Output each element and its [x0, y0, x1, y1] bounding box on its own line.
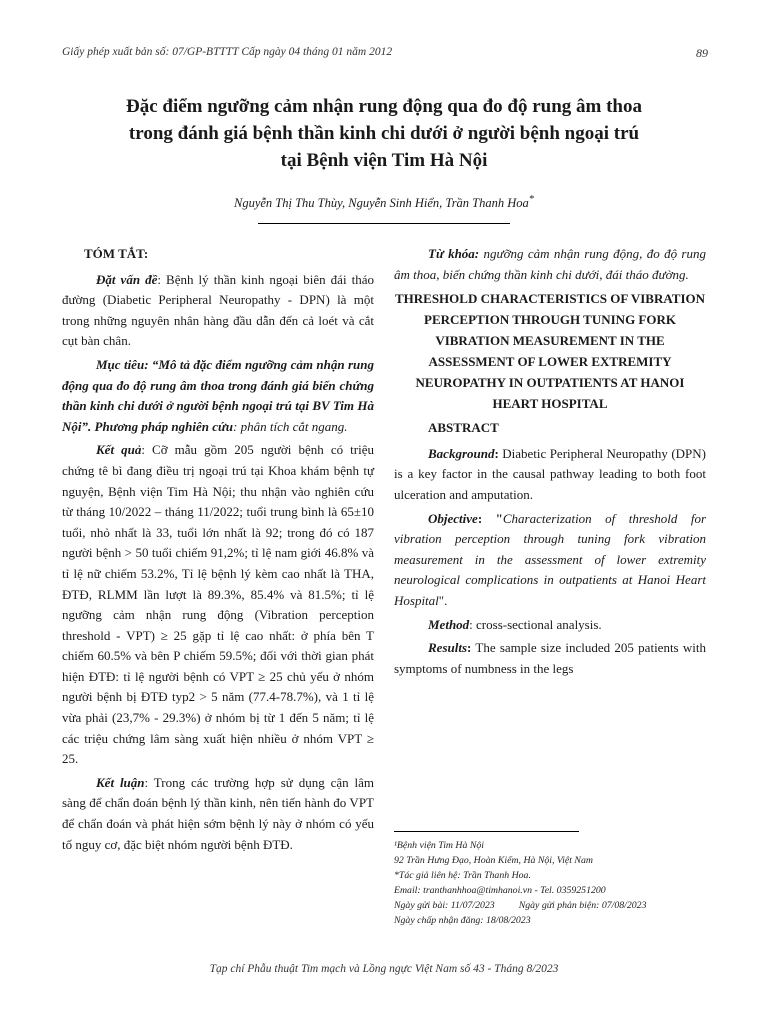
page-number: 89 [696, 46, 708, 60]
en-method-label: Method [428, 616, 470, 632]
received-date: Ngày gửi bài: 11/07/2023 [394, 900, 495, 911]
en-objective-paragraph [394, 509, 706, 612]
footnote-dates [394, 898, 714, 913]
author-list [40, 194, 728, 211]
accepted-date: Ngày chấp nhận đăng: 18/08/2023 [394, 915, 531, 926]
conclusion-label: Kết luận [96, 774, 145, 790]
en-objective-end: ". [438, 592, 448, 608]
left-column [62, 244, 374, 858]
conclusion-text: : Trong các trường hợp sử dụng cận lâm sàng để chẩn đoán bệnh lý thần kinh, nên tiến hành đo VPT để chẩn đoán và phát hiện sớm bệnh lý này ở nhóm có yếu tố nguy cơ, đặc biệt nhóm người bệnh ĐTĐ. [62, 774, 375, 852]
en-method-paragraph [394, 615, 706, 636]
background-text: : Bệnh lý thần kinh ngoại biên đái tháo đường (Diabetic Peripheral Neuropathy - DPN) là một trong những nguyên nhân hàng đầu dẫn đến cả loét và cắt cụt bàn chân. [62, 271, 375, 349]
journal-footer: Tạp chí Phẫu thuật Tim mạch và Lồng ngực Việt Nam số 43 - Tháng 8/2023 [209, 963, 559, 975]
footnote-divider [394, 831, 579, 832]
en-results-colon: : [467, 640, 472, 656]
en-abstract-heading: ABSTRACT [428, 420, 499, 436]
footnote-corresponding: *Tác giả liên hệ: Trần Thanh Hoa. [394, 870, 531, 881]
results-text: : Cỡ mẫu gồm 205 người bệnh có triệu chứng tê bì đang điều trị ngoại trú tại Khoa khám bệnh tự nguyện, Bệnh viện Tim Hà Nội; thu nhận vào nghiên cứu từ tháng 10/2022 – tháng 11/2022; tuổi trung bình là 65±10 tuổi, nhỏ nhất là 33, tuổi lớn nhất là 92; trong đó có 187 người bệnh > 50 tuổi chiếm 91,2%; tỉ lệ nam giới 46.8% và tỉ lệ nữ chiếm 53.2%, Tỉ lệ bệnh lý kèm cao nhất là THA, ĐTĐ, RLMM lần lượt là 89.3%, 85.4% và 81.5%; tỉ lệ ngưỡng cảm nhận rung động (Vibration perception threshold - VPT) ≥ 25 gặp tỉ lệ cao nhất: ở phía bên T chiếm 60.5% và bên P chiếm 59.5%; đối với thời gian phát hiện ĐTĐ: tỉ lệ người bệnh có VPT ≥ 25 chủ yếu ở nhóm người bệnh bị ĐTĐ typ2 > 5 năm (77.4-78.7%), và 1 tỉ lệ vừa phải (23,7% - 29.3%) ở nhóm bị từ 1 đến 5 năm; tỉ lệ các triệu chứng lâm sàng xuất hiện nhiều ở nhóm VPT ≥ 25. [62, 442, 374, 767]
results-paragraph [62, 440, 374, 770]
corresponding-marker: * [528, 194, 534, 205]
en-results-paragraph [394, 638, 706, 679]
objective-paragraph [62, 355, 374, 437]
method-text: : phân tích cắt ngang. [233, 418, 348, 434]
vn-abstract-heading: TÓM TẮT: [84, 246, 149, 261]
author-names: Nguyễn Thị Thu Thùy, Nguyễn Sinh Hiển, Trần Thanh Hoa [233, 196, 529, 211]
keywords-text: ngưỡng cảm nhận rung động, đo độ rung âm thoa, biến chứng thần kinh chi dưới, đái tháo đường. [394, 246, 706, 282]
license-line: Giấy phép xuất bản số: 07/GP-BTTTT Cấp ngày 04 tháng 01 năm 2012 [62, 46, 393, 58]
en-background-colon: : [494, 445, 499, 461]
title-divider [258, 223, 510, 224]
running-header [62, 46, 708, 58]
en-background-paragraph [394, 444, 706, 506]
keywords-label: Từ khóa: [428, 246, 480, 261]
footnote-affiliation: ¹Bệnh viện Tim Hà Nội [394, 840, 485, 851]
en-results-text: The sample size included 205 patients with symptoms of numbness in the legs [394, 640, 706, 676]
right-column [394, 244, 706, 682]
footnote-address: 92 Trần Hưng Đạo, Hoàn Kiếm, Hà Nội, Việt Nam [394, 855, 593, 866]
en-background-label: Background [428, 445, 495, 461]
en-objective-colon: : " [477, 510, 503, 526]
en-method-text: : cross-sectional analysis. [469, 616, 602, 632]
footnote-contact: Email: tranthanhhoa@timhanoi.vn - Tel. 0359251200 [394, 885, 606, 896]
en-objective-text: Characterization of threshold for vibration perception through tuning fork vibration measurement in the assessment of lower extremity neurological complications in outpatients at Hanoi Heart Hospital [394, 510, 707, 608]
keywords-paragraph [394, 244, 706, 285]
en-results-label: Results [428, 640, 468, 656]
reviewed-date: Ngày gửi phản biện: 07/08/2023 [518, 900, 647, 911]
title-line-3: tại Bệnh viện Tim Hà Nội [280, 150, 488, 171]
english-title: THRESHOLD CHARACTERISTICS OF VIBRATION PERCEPTION THROUGH TUNING FORK VIBRATION MEASUREMENT IN THE ASSESSMENT OF LOWER EXTREMITY NEUROPATHY IN OUTPATIENTS AT HANOI HEART HOSPITAL [394, 291, 706, 412]
objective-text: : “Mô tả đặc điểm ngưỡng cảm nhận rung động qua đo độ rung âm thoa trong đánh giá biến chứng thần kinh chi dưới ở người bệnh ngoại trú tại BV Tim Hà Nội”. Phương pháp nghiên cứu [62, 356, 374, 434]
conclusion-paragraph [62, 773, 374, 855]
en-background-text: Diabetic Peripheral Neuropathy (DPN) is a key factor in the causal pathway leading to both foot ulceration and amputation. [394, 445, 706, 502]
en-objective-label: Objective [428, 510, 478, 526]
results-label: Kết quả [96, 442, 142, 458]
title-line-2: trong đánh giá bệnh thần kinh chi dưới ở người bệnh ngoại trú [128, 123, 640, 144]
background-paragraph [62, 270, 374, 352]
article-title [40, 93, 728, 174]
objective-label: Mục tiêu [96, 356, 145, 372]
footnotes [394, 838, 714, 928]
title-line-1: Đặc điểm ngưỡng cảm nhận rung động qua đo độ rung âm thoa [125, 96, 643, 117]
background-label: Đặt vấn đề [96, 271, 158, 287]
